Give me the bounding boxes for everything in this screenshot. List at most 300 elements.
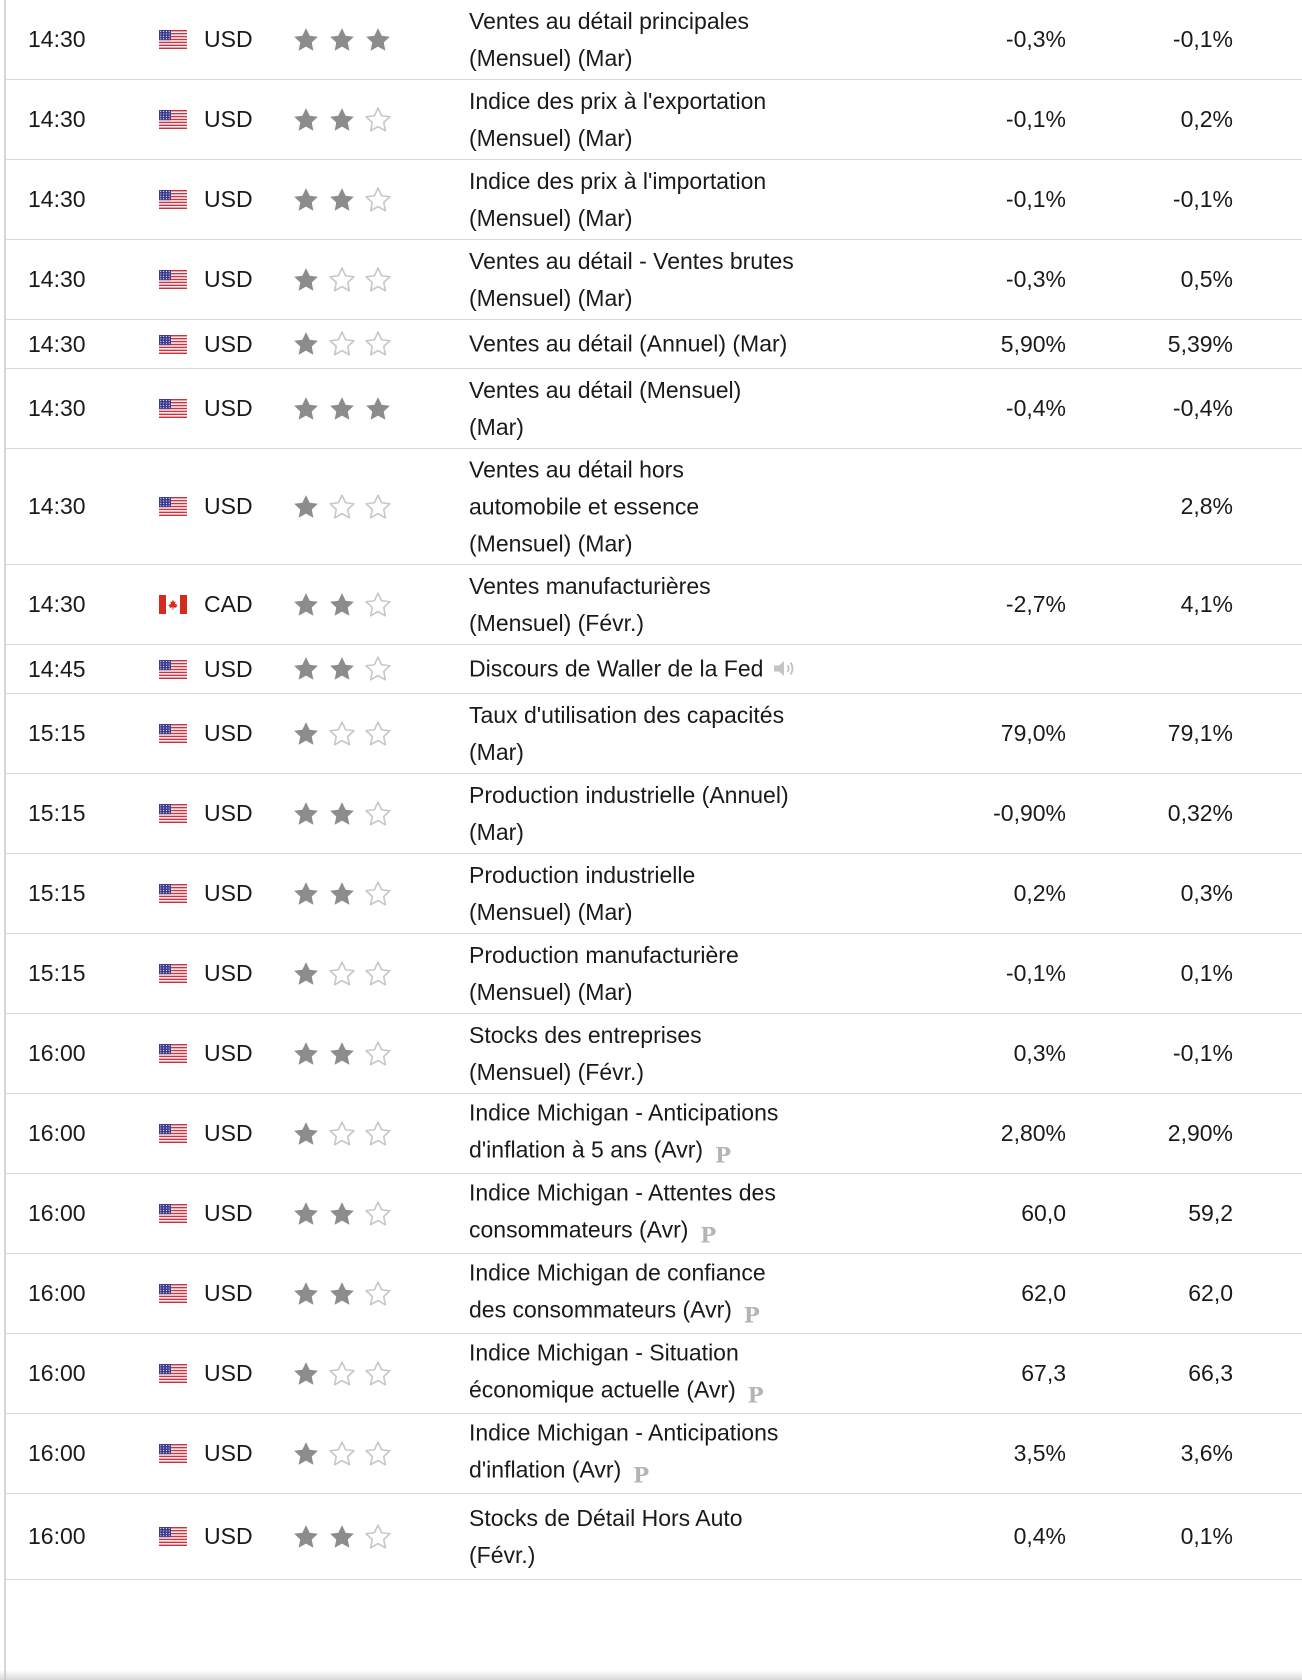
currency-code: USD (204, 880, 253, 906)
actual-value: 3,5% (1013, 1440, 1066, 1466)
event-time: 15:15 (28, 720, 86, 746)
importance-stars (291, 369, 401, 448)
currency-code: USD (204, 1040, 253, 1066)
event-name-line: (Mensuel) (Févr.) (469, 1058, 645, 1085)
event-name-cell (469, 320, 859, 368)
event-name-cell (469, 160, 859, 239)
table-row[interactable] (6, 1334, 1302, 1414)
table-row[interactable] (6, 1494, 1302, 1580)
event-name-link[interactable] (469, 1254, 859, 1333)
event-time: 14:30 (28, 106, 86, 132)
importance-stars (291, 774, 401, 853)
star-empty-icon (363, 1199, 393, 1229)
us-flag-icon (159, 1044, 187, 1063)
event-name-link[interactable] (469, 372, 859, 446)
previous-value: 5,39% (1167, 330, 1233, 357)
star-filled-icon (291, 719, 321, 749)
currency-code: USD (204, 720, 253, 746)
table-row[interactable] (6, 854, 1302, 934)
event-name-cell (469, 565, 859, 644)
country-flag (159, 320, 191, 368)
event-name-line: Production manufacturière (469, 941, 739, 968)
event-name-cell (469, 369, 859, 448)
previous-value: 62,0 (1188, 1280, 1233, 1306)
event-name-line: Indice des prix à l'exportation (469, 87, 767, 114)
currency-code: USD (204, 186, 253, 212)
event-name-cell (469, 1014, 859, 1093)
us-flag-icon (159, 110, 187, 129)
actual-value: -0,1% (1005, 106, 1066, 132)
event-name-line: Indice Michigan - Attentes des (469, 1179, 776, 1205)
event-time: 15:15 (28, 880, 86, 906)
table-row[interactable] (6, 0, 1302, 80)
country-flag (159, 1094, 191, 1173)
country-flag (159, 369, 191, 448)
event-name-line: Ventes manufacturières (469, 572, 711, 599)
actual-value: -0,1% (1005, 960, 1066, 986)
star-filled-icon (327, 1199, 357, 1229)
event-time: 16:00 (28, 1040, 86, 1066)
currency-code: USD (204, 1523, 253, 1549)
event-name-cell (469, 1494, 859, 1579)
event-name-link[interactable] (469, 243, 859, 317)
event-name-line: Stocks de Détail Hors Auto (469, 1504, 743, 1531)
event-name-line: consommateurs (Avr) P (469, 1211, 859, 1253)
event-name-line: (Mensuel) (Mar) (469, 284, 633, 311)
table-row[interactable] (6, 240, 1302, 320)
country-flag (159, 1014, 191, 1093)
star-filled-icon (363, 394, 393, 424)
event-name-line: Ventes au détail hors (469, 456, 684, 482)
event-name-line: (Mensuel) (Mar) (469, 530, 633, 556)
event-time: 14:30 (28, 395, 86, 421)
star-filled-icon (327, 799, 357, 829)
importance-stars (291, 1494, 401, 1579)
event-name-line: Production industrielle (Annuel) (469, 781, 789, 808)
event-time: 14:30 (28, 493, 86, 519)
event-name-cell (469, 80, 859, 159)
event-name-line: (Mensuel) (Mar) (469, 978, 633, 1005)
event-name-cell (469, 1174, 859, 1253)
us-flag-icon (159, 724, 187, 743)
event-name-cell (469, 694, 859, 773)
event-name-line: Discours de Waller de la Fed (469, 651, 859, 688)
star-filled-icon (327, 1522, 357, 1552)
event-name-cell (469, 240, 859, 319)
currency-code: CAD (204, 591, 253, 617)
event-name-line: Taux d'utilisation des capacités (469, 701, 785, 728)
table-row[interactable] (6, 449, 1302, 565)
currency-code: USD (204, 26, 253, 52)
star-empty-icon (327, 1439, 357, 1469)
event-name-cell (469, 1094, 859, 1173)
star-filled-icon (291, 185, 321, 215)
event-time: 14:30 (28, 330, 86, 357)
event-name-link[interactable] (469, 697, 859, 771)
event-name-link[interactable] (469, 568, 859, 642)
event-time: 14:30 (28, 26, 86, 52)
event-name-line: (Févr.) (469, 1541, 536, 1568)
star-filled-icon (291, 492, 321, 522)
star-filled-icon (327, 394, 357, 424)
us-flag-icon (159, 884, 187, 903)
star-filled-icon (291, 105, 321, 135)
country-flag (159, 1334, 191, 1413)
star-filled-icon (291, 329, 321, 359)
event-name-line: Ventes au détail (Annuel) (Mar) (469, 330, 788, 357)
us-flag-icon (159, 270, 187, 289)
previous-value: 2,90% (1167, 1120, 1233, 1146)
star-empty-icon (363, 719, 393, 749)
star-filled-icon (291, 265, 321, 295)
event-name-link[interactable] (469, 3, 859, 77)
star-filled-icon (291, 1119, 321, 1149)
event-name-cell (469, 854, 859, 933)
importance-stars (291, 320, 401, 368)
country-flag (159, 645, 191, 693)
star-empty-icon (327, 492, 357, 522)
event-name-link[interactable] (469, 1017, 859, 1091)
event-time: 16:00 (28, 1280, 86, 1306)
preliminary-icon: P (747, 1382, 764, 1407)
star-filled-icon (327, 1279, 357, 1309)
actual-value: 62,0 (1021, 1280, 1066, 1306)
event-time: 14:30 (28, 591, 86, 617)
country-flag (159, 774, 191, 853)
speech-speaker-icon (771, 657, 799, 681)
star-empty-icon (363, 590, 393, 620)
previous-value: -0,1% (1172, 26, 1233, 52)
event-name-cell (469, 645, 859, 693)
importance-stars (291, 1174, 401, 1253)
star-empty-icon (363, 1119, 393, 1149)
us-flag-icon (159, 1444, 187, 1463)
event-name-link[interactable] (469, 1094, 859, 1173)
country-flag (159, 854, 191, 933)
table-row[interactable] (6, 320, 1302, 369)
actual-value: 67,3 (1021, 1360, 1066, 1386)
event-name-line: Ventes au détail - Ventes brutes (469, 247, 794, 274)
event-name-link[interactable] (469, 777, 859, 851)
importance-stars (291, 1414, 401, 1493)
currency-code: USD (204, 266, 253, 292)
star-empty-icon (327, 1359, 357, 1389)
event-name-cell (469, 934, 859, 1013)
economic-calendar-table (4, 0, 1302, 1680)
us-flag-icon (159, 660, 187, 679)
importance-stars (291, 240, 401, 319)
event-name-line: automobile et essence (469, 493, 700, 519)
event-name-line: (Mensuel) (Mar) (469, 898, 633, 925)
table-row[interactable] (6, 774, 1302, 854)
currency-code: USD (204, 493, 253, 519)
actual-value: -0,4% (1005, 395, 1066, 421)
event-time: 16:00 (28, 1200, 86, 1226)
preliminary-icon: P (743, 1302, 760, 1327)
preliminary-icon: P (715, 1142, 731, 1167)
previous-value: 0,2% (1180, 106, 1233, 132)
actual-value: 79,0% (1000, 720, 1066, 746)
event-name-line: (Mensuel) (Févr.) (469, 609, 645, 636)
previous-value: 59,2 (1188, 1200, 1233, 1226)
star-filled-icon (291, 1522, 321, 1552)
event-name-line: Indice Michigan de confiance (469, 1259, 766, 1285)
event-name-line: Ventes au détail (Mensuel) (469, 376, 742, 403)
table-row[interactable] (6, 1174, 1302, 1254)
currency-code: USD (204, 1360, 253, 1386)
star-empty-icon (363, 1522, 393, 1552)
table-row[interactable] (6, 160, 1302, 240)
previous-value: 3,6% (1180, 1440, 1233, 1466)
importance-stars (291, 1254, 401, 1333)
star-filled-icon (291, 590, 321, 620)
us-flag-icon (159, 399, 187, 418)
event-name-link[interactable] (469, 857, 859, 931)
previous-value: 0,3% (1180, 880, 1233, 906)
currency-code: USD (204, 1440, 253, 1466)
event-time: 16:00 (28, 1120, 86, 1146)
us-flag-icon (159, 1527, 187, 1546)
table-row[interactable] (6, 369, 1302, 449)
event-name-line: économique actuelle (Avr) P (469, 1371, 859, 1413)
actual-value: 0,3% (1013, 1040, 1066, 1066)
event-time: 16:00 (28, 1440, 86, 1466)
importance-stars (291, 565, 401, 644)
previous-value: 0,5% (1180, 266, 1233, 292)
table-row[interactable] (6, 80, 1302, 160)
currency-code: USD (204, 1280, 253, 1306)
event-name-cell (469, 1334, 859, 1413)
previous-value: -0,1% (1172, 186, 1233, 212)
actual-value: -2,7% (1005, 591, 1066, 617)
previous-value: -0,4% (1172, 395, 1233, 421)
table-row[interactable] (6, 694, 1302, 774)
star-filled-icon (363, 25, 393, 55)
event-time: 16:00 (28, 1360, 86, 1386)
star-empty-icon (363, 1359, 393, 1389)
actual-value: -0,1% (1005, 186, 1066, 212)
event-name-line: Indice Michigan - Anticipations (469, 1419, 779, 1445)
star-filled-icon (291, 879, 321, 909)
us-flag-icon (159, 335, 187, 354)
importance-stars (291, 694, 401, 773)
star-filled-icon (291, 799, 321, 829)
star-filled-icon (291, 394, 321, 424)
country-flag (159, 1414, 191, 1493)
importance-stars (291, 854, 401, 933)
star-empty-icon (363, 185, 393, 215)
previous-value: 79,1% (1167, 720, 1233, 746)
event-name-line: Production industrielle (469, 861, 696, 888)
star-filled-icon (327, 590, 357, 620)
event-name-link[interactable] (469, 326, 859, 363)
star-empty-icon (363, 105, 393, 135)
table-row[interactable] (6, 565, 1302, 645)
actual-value (886, 645, 1066, 693)
previous-value (1056, 645, 1233, 693)
star-empty-icon (363, 879, 393, 909)
star-filled-icon (291, 654, 321, 684)
event-name-line: (Mensuel) (Mar) (469, 124, 633, 151)
currency-code: USD (204, 395, 253, 421)
star-filled-icon (291, 959, 321, 989)
event-time: 14:30 (28, 266, 86, 292)
table-row[interactable] (6, 1014, 1302, 1094)
event-name-line: (Mar) (469, 413, 524, 440)
currency-code: USD (204, 330, 253, 357)
star-filled-icon (291, 1039, 321, 1069)
star-filled-icon (291, 1279, 321, 1309)
canada-flag-icon (159, 595, 187, 614)
event-name-line: (Mensuel) (Mar) (469, 204, 633, 231)
currency-code: USD (204, 1120, 253, 1146)
country-flag (159, 240, 191, 319)
event-name-cell (469, 1414, 859, 1493)
importance-stars (291, 934, 401, 1013)
event-name-cell (469, 1254, 859, 1333)
star-filled-icon (327, 105, 357, 135)
table-row[interactable] (6, 934, 1302, 1014)
event-name-link[interactable] (469, 1500, 859, 1574)
star-empty-icon (363, 492, 393, 522)
country-flag (159, 1254, 191, 1333)
country-flag (159, 565, 191, 644)
event-name-link[interactable] (469, 937, 859, 1011)
event-name-line: (Mar) (469, 818, 524, 845)
country-flag (159, 1494, 191, 1579)
event-time: 14:45 (28, 655, 86, 682)
actual-value: 60,0 (1021, 1200, 1066, 1226)
event-name-line: (Mar) (469, 738, 524, 765)
us-flag-icon (159, 1124, 187, 1143)
event-name-line: Indice Michigan - Anticipations (469, 1099, 779, 1125)
currency-code: USD (204, 106, 253, 132)
previous-value: 2,8% (1180, 493, 1233, 519)
actual-value: -0,3% (1005, 26, 1066, 52)
country-flag (159, 160, 191, 239)
importance-stars (291, 1094, 401, 1173)
event-time: 15:15 (28, 800, 86, 826)
star-filled-icon (327, 25, 357, 55)
us-flag-icon (159, 804, 187, 823)
star-filled-icon (327, 185, 357, 215)
previous-value: 66,3 (1188, 1360, 1233, 1386)
currency-code: USD (204, 800, 253, 826)
event-name-link[interactable] (469, 1174, 859, 1253)
us-flag-icon (159, 497, 187, 516)
star-empty-icon (363, 654, 393, 684)
previous-value: -0,1% (1172, 1040, 1233, 1066)
us-flag-icon (159, 190, 187, 209)
event-name-link[interactable] (469, 451, 859, 562)
star-empty-icon (363, 1279, 393, 1309)
actual-value: 2,80% (1000, 1120, 1066, 1146)
currency-code: USD (204, 655, 253, 682)
event-name-line: (Mensuel) (Mar) (469, 44, 633, 71)
actual-value: -0,90% (993, 800, 1066, 826)
previous-value: 0,1% (1180, 1523, 1233, 1549)
table-row[interactable] (6, 1094, 1302, 1174)
country-flag (159, 80, 191, 159)
country-flag (159, 449, 191, 564)
us-flag-icon (159, 30, 187, 49)
importance-stars (291, 160, 401, 239)
importance-stars (291, 80, 401, 159)
event-name-link[interactable] (469, 163, 859, 237)
actual-value (886, 449, 1066, 564)
previous-value: 0,32% (1167, 800, 1233, 826)
previous-value: 4,1% (1180, 591, 1233, 617)
actual-value: 0,2% (1013, 880, 1066, 906)
event-time: 16:00 (28, 1523, 86, 1549)
star-filled-icon (327, 654, 357, 684)
star-empty-icon (363, 799, 393, 829)
event-name-line: Indice Michigan - Situation (469, 1339, 739, 1365)
star-empty-icon (327, 329, 357, 359)
star-empty-icon (327, 265, 357, 295)
star-empty-icon (363, 329, 393, 359)
previous-value: 0,1% (1180, 960, 1233, 986)
star-empty-icon (327, 959, 357, 989)
event-name-link[interactable] (469, 1414, 859, 1493)
importance-stars (291, 1014, 401, 1093)
currency-code: USD (204, 1200, 253, 1226)
us-flag-icon (159, 1364, 187, 1383)
event-name-line: Ventes au détail principales (469, 7, 750, 34)
country-flag (159, 934, 191, 1013)
event-name-cell (469, 449, 859, 564)
event-name-line: d'inflation (Avr) P (469, 1451, 859, 1493)
actual-value: -0,3% (1005, 266, 1066, 292)
star-empty-icon (327, 1119, 357, 1149)
event-name-line: d'inflation à 5 ans (Avr) P (469, 1131, 859, 1173)
us-flag-icon (159, 1204, 187, 1223)
event-name-line: des consommateurs (Avr) P (469, 1291, 859, 1333)
importance-stars (291, 449, 401, 564)
event-name-line: Indice des prix à l'importation (469, 167, 767, 194)
table-row[interactable] (6, 645, 1302, 694)
table-row[interactable] (6, 1414, 1302, 1494)
star-filled-icon (291, 25, 321, 55)
importance-stars (291, 0, 401, 79)
importance-stars (291, 645, 401, 693)
star-filled-icon (291, 1439, 321, 1469)
event-name-link[interactable] (469, 1334, 859, 1413)
star-empty-icon (363, 265, 393, 295)
star-empty-icon (327, 719, 357, 749)
country-flag (159, 1174, 191, 1253)
star-filled-icon (327, 1039, 357, 1069)
event-name-cell (469, 0, 859, 79)
table-row[interactable] (6, 1254, 1302, 1334)
event-name-link[interactable] (469, 651, 859, 688)
star-empty-icon (363, 959, 393, 989)
event-time: 14:30 (28, 186, 86, 212)
event-name-link[interactable] (469, 83, 859, 157)
preliminary-icon: P (700, 1222, 717, 1247)
star-filled-icon (327, 879, 357, 909)
actual-value: 0,4% (1013, 1523, 1066, 1549)
star-filled-icon (291, 1199, 321, 1229)
country-flag (159, 694, 191, 773)
us-flag-icon (159, 1284, 187, 1303)
event-time: 15:15 (28, 960, 86, 986)
star-empty-icon (363, 1039, 393, 1069)
star-empty-icon (363, 1439, 393, 1469)
star-filled-icon (291, 1359, 321, 1389)
preliminary-icon: P (633, 1462, 650, 1487)
country-flag (159, 0, 191, 79)
